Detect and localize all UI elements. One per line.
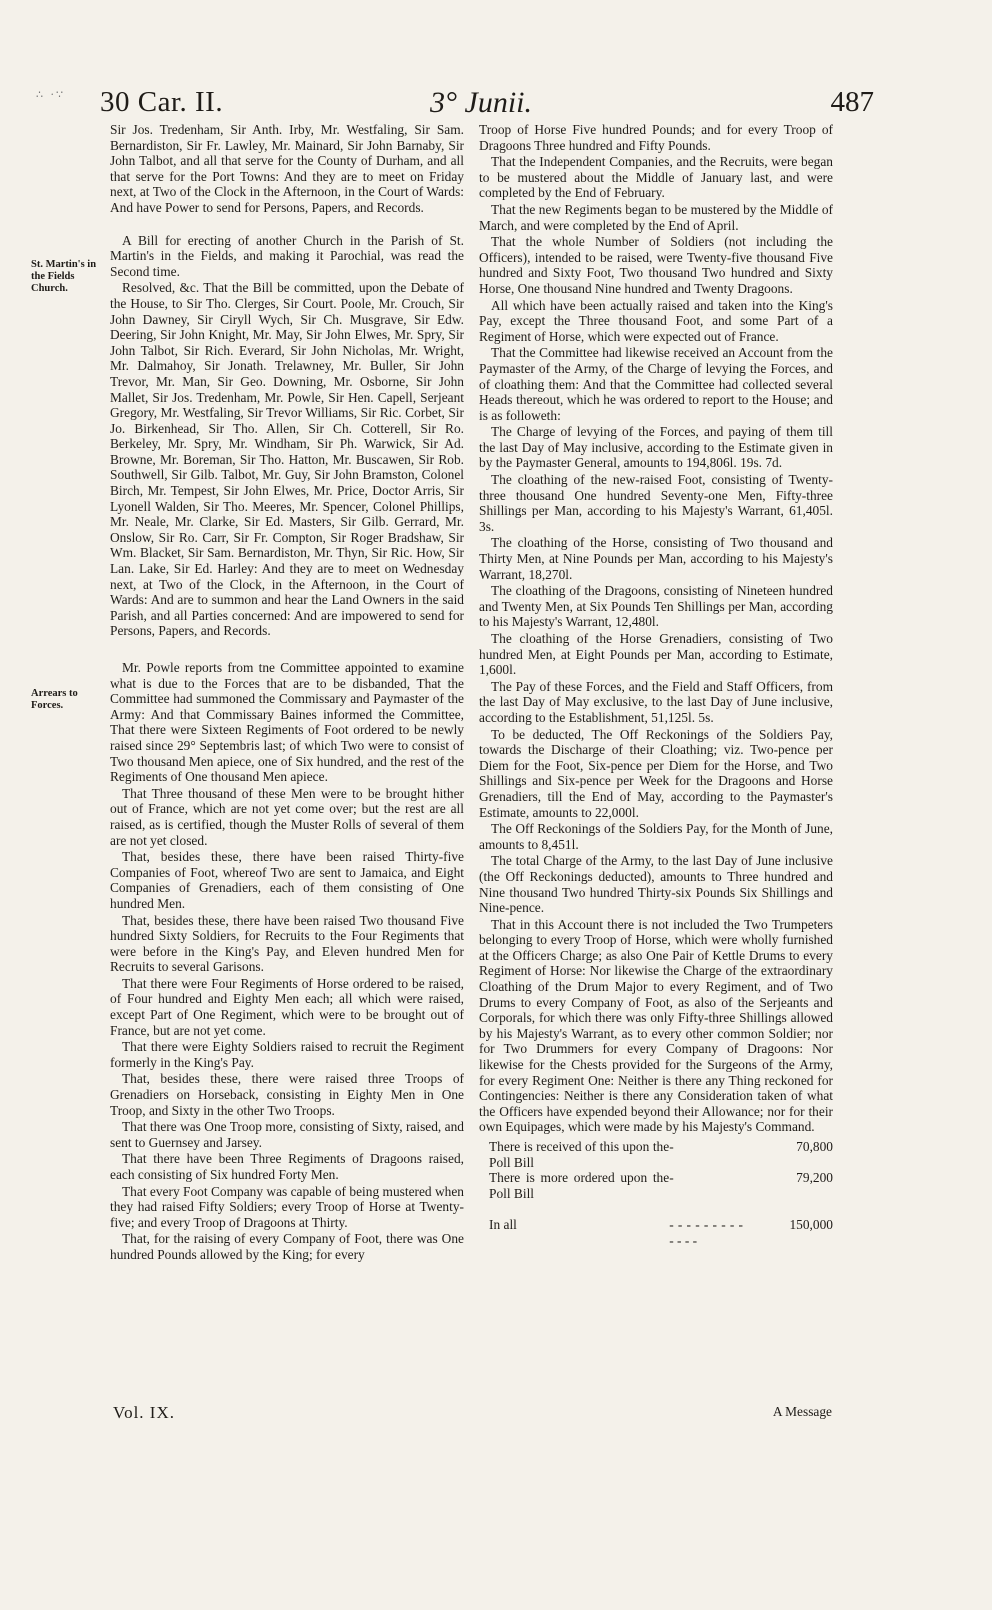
paragraph: Mr. Powle reports from tne Committee appointed to examine what is due to the Forces that are to be disbanded, That the Committee had summoned the Commissary and Paymaster of the Army: And that Commissary Baines informed the Committee, That there were Sixteen Regiments of Foot ordered to be newly raised since 29° Septembris last; of which Two were to consist of Two thousand Men apiece, one of Six hundred, and the rest of the Regiments of One thousand Men apiece. bbox=[110, 660, 464, 785]
account-row bbox=[479, 1139, 833, 1170]
paragraph: Resolved, &c. That the Bill be committed, upon the Debate of the House, to Sir Tho. Clerges, Sir Court. Poole, Mr. Crouch, Sir John Dawney, Sir Ciryll Wych, Sir Ch. Musgrave, Sir Edw. Deering, Sir John Knight, Mr. May, Sir John Elwes, Mr. Spry, Sir John Talbot, Sir Rich. Everard, Sir John Nicholas, Mr. Wright, Mr. Dalmahoy, Sir Jonath. Trelawney, Mr. Buller, Sir John Trevor, Mr. Man, Sir Geo. Downing, Mr. Osborne, Sir John Mallet, Sir Jos. Tredenham, Mr. Powle, Sir Hen. Capell, Serjeant Gregory, Mr. Westfaling, Sir Trevor Williams, Sir Ric. Corbet, Sir Jo. Birkenhead, Sir Tho. Allen, Sir Ch. Cotterell, Sir Ro. Berkeley, Mr. Spry, Mr. Windham, Sir Ph. Warwick, Sir Ad. Browne, Mr. Boreman, Sir Tho. Hatton, Mr. Buscawen, Sir Rob. Southwell, Sir Gilb. Talbot, Mr. Guy, Sir John Bramston, Colonel Birch, Mr. Tempest, Sir John Elwes, Mr. Price, Doctor Arris, Sir Lyonell Walden, Sir Tho. Meeres, Mr. Spencer, Colonel Phillips, Mr. Neale, Mr. Clarke, Sir Ed. Masters, Sir Gilb. Gerrard, Mr. Onslow, Sir Ro. Carr, Sir Fr. Compton, Sir Roger Bradshaw, Sir Wm. Blacket, Sir Sam. Bernardiston, Mr. Thyn, Sir Ric. How, Sir Lan. Lake, Sir Ed. Harley: And they are to meet on Wednesday next, at Two of the Clock, in the Afternoon, in the Court of Wards: And are to summon and hear the Land Owners in the said Parish, and all Parties concerned: And are impowered to send for Persons, Papers, and Records. bbox=[110, 280, 464, 639]
catchword: A Message bbox=[772, 1404, 832, 1419]
account-total-dots: - - - - - - - - - - - - - bbox=[669, 1217, 743, 1248]
paragraph: The total Charge of the Army, to the last Day of June inclusive (the Off Reckonings deducted), amounts to Three hundred and Nine thousand Two hundred Thirty-six Pounds Six Shillings and Nine-pence. bbox=[479, 853, 833, 916]
paragraph: That, for the raising of every Company of Foot, there was One hundred Pounds allowed by the King; for every bbox=[110, 1231, 464, 1262]
paragraph: That the whole Number of Soldiers (not including the Officers), intended to be raised, were Twenty-five thousand Five hundred and Sixty Foot, Two thousand Two hundred and Sixty Horse, One thousand Nine hundred and Twenty Dragoons. bbox=[479, 234, 833, 296]
paragraph: That Three thousand of these Men were to be brought hither out of France, which are not yet come over; but the rest are all raised, as is certified, though the Muster Rolls of several of them are not yet closed. bbox=[110, 785, 464, 848]
header-date: 3° Junii. bbox=[430, 86, 532, 119]
volume-signature: Vol. IX. bbox=[113, 1403, 175, 1422]
paragraph: The cloathing of the Dragoons, consisting of Nineteen hundred and Twenty Men, at Six Pounds Ten Shillings per Man, according to his Majesty's Warrant, 12,480l. bbox=[479, 583, 833, 630]
paragraph: That the Independent Companies, and the Recruits, were began to be mustered about the Middle of January last, and were completed by the End of February. bbox=[479, 154, 833, 201]
paragraph: That, besides these, there have been raised Thirty-five Companies of Foot, whereof Two are sent to Jamaica, and Eight Companies of Grenadiers, each of them consisting of One hundred Men. bbox=[110, 849, 464, 911]
account-row bbox=[479, 1170, 833, 1201]
corner-mark: ∴ ·∵ bbox=[36, 88, 65, 101]
paragraph: That every Foot Company was capable of being mustered when they had raised Fifty Soldiers; every Troop of Horse at Twenty-five; and every Troop of Dragoons at Thirty. bbox=[110, 1183, 464, 1230]
paragraph: A Bill for erecting of another Church in the Parish of St. Martin's in the Fields, and making it Parochial, was read the Second time. bbox=[110, 232, 464, 279]
paragraph: That the new Regiments began to be mustered by the Middle of March, and were completed by the End of April. bbox=[479, 201, 833, 233]
paragraph: That, besides these, there have been raised Two thousand Five hundred Sixty Soldiers, for Recruits to the Four Regiments that were before in the King's Pay, and Eleven hundred Men for Recruits to several Garisons. bbox=[110, 912, 464, 975]
account-label: There is more ordered upon the Poll Bill bbox=[489, 1170, 670, 1201]
paragraph: That there were Eighty Soldiers raised to recruit the Regiment formerly in the King's Pay. bbox=[110, 1039, 464, 1070]
paragraph: Troop of Horse Five hundred Pounds; and for every Troop of Dragoons Three hundred and Fifty Pounds. bbox=[479, 122, 833, 153]
left-column bbox=[110, 122, 464, 1264]
paragraph: The cloathing of the Horse, consisting of Two thousand and Thirty Men, at Nine Pounds per Man, according to his Majesty's Warrant, 18,270l. bbox=[479, 535, 833, 582]
paragraph: The Off Reckonings of the Soldiers Pay, for the Month of June, amounts to 8,451l. bbox=[479, 821, 833, 852]
account-total-amount: 150,000 bbox=[789, 1217, 833, 1233]
account-amount: 70,800 bbox=[796, 1139, 833, 1154]
paragraph: That in this Account there is not included the Two Trumpeters belonging to every Troop of Horse, which were wholly furnished at the Officers Charge; as also One Pair of Kettle Drums to every Regiment of Horse: Nor likewise the Charge of the extraordinary Cloathing of the Drum Major to every Regiment, and of Two Drums to every Company of Foot, as also of the Serjeants and Corporals, for which there was only Fifty-three Shillings allowed by his Majesty's Warrant, as to every other common Soldier; nor for Two Drummers for every Company of Dragoons: Nor likewise for the Chests provided for the Surgeons of the Army, for every Regiment One: Neither is there any Thing reckoned for Contingencies: Neither is there any Consideration taken of what the Officers have expended beyond their Allowance; nor for their own Equipages, which were made by his Majesty's Command. bbox=[479, 916, 833, 1135]
paragraph: To be deducted, The Off Reckonings of the Soldiers Pay, towards the Discharge of their Cloathing; viz. Two-pence per Diem for the Foot, Six-pence per Diem for the Horse, and Two Shillings and Six-pence per Week for the Dragoons and Horse Grenadiers, till the End of May, according to the Paymaster's Estimate, amounts to 22,000l. bbox=[479, 726, 833, 820]
paragraph: The Charge of levying of the Forces, and paying of them till the last Day of May inclusive, according to the Estimate given in by the Paymaster General, amounts to 194,806l. 19s. 7d. bbox=[479, 424, 833, 471]
account-amount: 79,200 bbox=[796, 1170, 833, 1186]
paragraph: That, besides these, there were raised three Troops of Grenadiers on Horseback, consisting in Eighty Men in One Troop, and Sixty in the other Two Troops. bbox=[110, 1071, 464, 1118]
margin-note-church: St. Martin's in the Fields Church. bbox=[31, 259, 97, 294]
paragraph: The cloathing of the new-raised Foot, consisting of Twenty-three thousand One hundred Seventy-one Men, Fifty-three Shillings per Man, according to his Majesty's Warrant, 61,405l. 3s. bbox=[479, 472, 833, 534]
paragraph: That there was One Troop more, consisting of Sixty, raised, and sent to Guernsey and Jarsey. bbox=[110, 1119, 464, 1150]
paragraph: The cloathing of the Horse Grenadiers, consisting of Two hundred Men, at Eight Pounds per Man, according to Estimate, 1,600l. bbox=[479, 631, 833, 678]
poll-bill-account bbox=[479, 1139, 833, 1249]
paragraph: That there have been Three Regiments of Dragoons raised, each consisting of Six hundred Forty Men. bbox=[110, 1151, 464, 1182]
paragraph: The Pay of these Forces, and the Field and Staff Officers, from the last Day of May exclusive, to the last Day of June inclusive, according to the Establishment, 51,125l. 5s. bbox=[479, 678, 833, 725]
right-column bbox=[479, 122, 833, 1249]
header-regnal-year: 30 Car. II. bbox=[100, 86, 224, 118]
account-dots: - bbox=[669, 1170, 674, 1186]
account-label: There is received of this upon the Poll Bill bbox=[489, 1139, 670, 1170]
account-dots: - bbox=[669, 1139, 674, 1154]
paragraph: All which have been actually raised and taken into the King's Pay, except the Three thousand Foot, and some Part of a Regiment of Horse, which were expected out of France. bbox=[479, 297, 833, 344]
account-total-label: In all bbox=[489, 1217, 517, 1233]
paragraph: That there were Four Regiments of Horse ordered to be raised, of Four hundred and Eighty Men each; all which were raised, except Part of One Regiment, which were to be brought out of France, but are not yet come. bbox=[110, 975, 464, 1038]
page-number: 487 bbox=[830, 86, 874, 118]
paragraph: Sir Jos. Tredenham, Sir Anth. Irby, Mr. Westfaling, Sir Sam. Bernardiston, Sir Fr. Lawley, Mr. Mainard, Sir John Barnaby, Sir John Talbot, and all that serve for the County of Durham, and all that serve for the Port Towns: And they are to meet on Friday next, at Two of the Clock in the Afternoon, in the Court of Wards: And have Power to send for Persons, Papers, and Records. bbox=[110, 122, 464, 215]
paragraph: That the Committee had likewise received an Account from the Paymaster of the Army, of the Charge of levying the Forces, and of cloathing them: And that the Committee had collected several Heads thereout, which he was ordered to report to the House; and is as followeth: bbox=[479, 345, 833, 423]
account-total-row bbox=[479, 1201, 833, 1248]
running-header bbox=[100, 86, 874, 126]
margin-note-arrears: Arrears to Forces. bbox=[31, 688, 78, 711]
